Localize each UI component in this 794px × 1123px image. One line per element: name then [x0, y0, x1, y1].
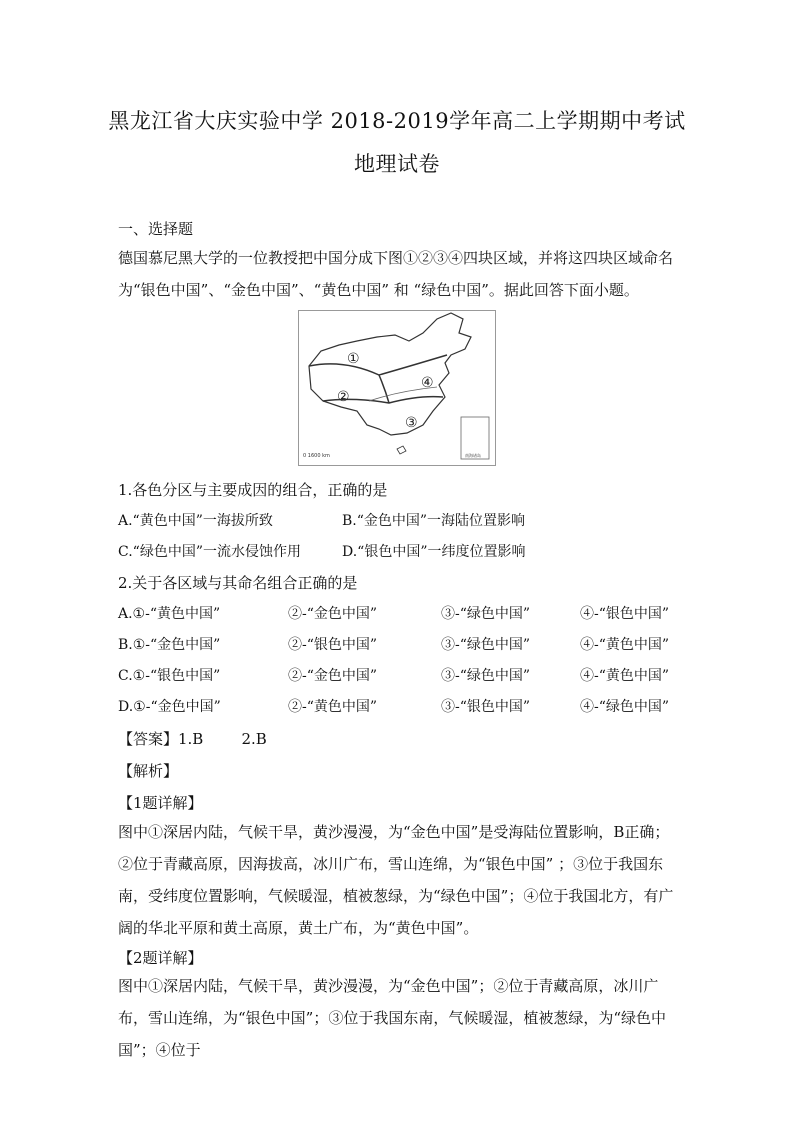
question-1-option-d: D.“银色中国”一纬度位置影响: [342, 544, 526, 560]
hainan-island: [397, 446, 406, 454]
detail-2-text: 图中①深居内陆，气候干旱，黄沙漫漫，为“金色中国”；②位于青藏高原，冰川广布，雪山连绵，为“银色中国”；③位于我国东南，气候暖湿，植被葱绿，为“绿色中国”；④位于: [118, 977, 667, 1059]
document-title-line2: 地理试卷: [354, 152, 440, 176]
china-outline: [309, 313, 471, 435]
option-cell: ③-“绿色中国”: [441, 606, 531, 622]
region-label-1: ①: [347, 351, 360, 367]
region-label-2: ②: [337, 389, 350, 405]
region-label-3: ③: [405, 415, 418, 431]
question-2-option-d: [118, 696, 688, 718]
region-label-4: ④: [421, 375, 434, 391]
map-inset-label: 南海诸岛: [465, 453, 481, 458]
option-cell: ②-“银色中国”: [288, 637, 378, 653]
detail-1-heading: 【1题详解】: [118, 794, 203, 812]
option-cell: B.①-“金色中国”: [118, 637, 221, 653]
china-region-map: [298, 310, 496, 466]
region-boundary-west: [379, 375, 389, 403]
map-scale: 0 1600 km: [303, 453, 330, 459]
question-2-option-b: [118, 634, 688, 656]
question-1-options-row-1: [118, 510, 688, 532]
region-boundary-north: [309, 355, 447, 375]
option-cell: C.①-“银色中国”: [118, 668, 221, 684]
question-1-stem: 1.各色分区与主要成因的组合，正确的是: [118, 481, 388, 499]
option-cell: ③-“绿色中国”: [441, 637, 531, 653]
question-2-option-a: [118, 603, 688, 625]
option-cell: D.①-“金色中国”: [118, 699, 221, 715]
analysis-heading: 【解析】: [118, 762, 179, 780]
question-1-option-b: B.“金色中国”一海陆位置影响: [342, 513, 526, 529]
option-cell: ④-“银色中国”: [580, 606, 670, 622]
option-cell: ③-“绿色中国”: [441, 668, 531, 684]
answer-line: 【答案】1.B 2.B: [118, 730, 267, 748]
option-cell: ④-“黄色中国”: [580, 668, 670, 684]
option-cell: ②-“金色中国”: [288, 668, 378, 684]
option-cell: ④-“绿色中国”: [580, 699, 670, 715]
detail-1-text: 图中①深居内陆，气候干旱，黄沙漫漫，为“金色中国”是受海陆位置影响，B正确；②位于青藏高原，因海拔高，冰川广布，雪山连绵，为“银色中国” ；③位于我国东南，受纬度位置影响，气候暖湿，植被葱绿，为“绿色中国”；④位于我国北方，有广阔的华北平原和黄土高原，黄土广布，为“黄色中国”。: [118, 823, 674, 937]
option-cell: ③-“银色中国”: [441, 699, 531, 715]
option-cell: ②-“黄色中国”: [288, 699, 378, 715]
document-title-line1: 黑龙江省大庆实验中学 2018-2019学年高二上学期期中考试: [108, 109, 686, 133]
option-cell: A.①-“黄色中国”: [118, 606, 221, 622]
question-1-option-c: C.“绿色中国”一流水侵蚀作用: [118, 544, 301, 560]
section-heading: 一、选择题: [118, 220, 194, 238]
question-intro: 德国慕尼黑大学的一位教授把中国分成下图①②③④四块区域，并将这四块区域命名为“银色中国”、“金色中国”、“黄色中国” 和 “绿色中国”。据此回答下面小题。: [118, 249, 674, 299]
detail-2-heading: 【2题详解】: [118, 949, 203, 967]
option-cell: ④-“黄色中国”: [580, 637, 670, 653]
option-cell: ②-“金色中国”: [288, 606, 378, 622]
china-map-figure: [299, 311, 495, 465]
question-2-stem: 2.关于各区域与其命名组合正确的是: [118, 574, 358, 592]
question-1-option-a: A.“黄色中国”一海拔所致: [118, 513, 273, 529]
question-1-options-row-2: [118, 541, 688, 563]
question-2-option-c: [118, 665, 688, 687]
